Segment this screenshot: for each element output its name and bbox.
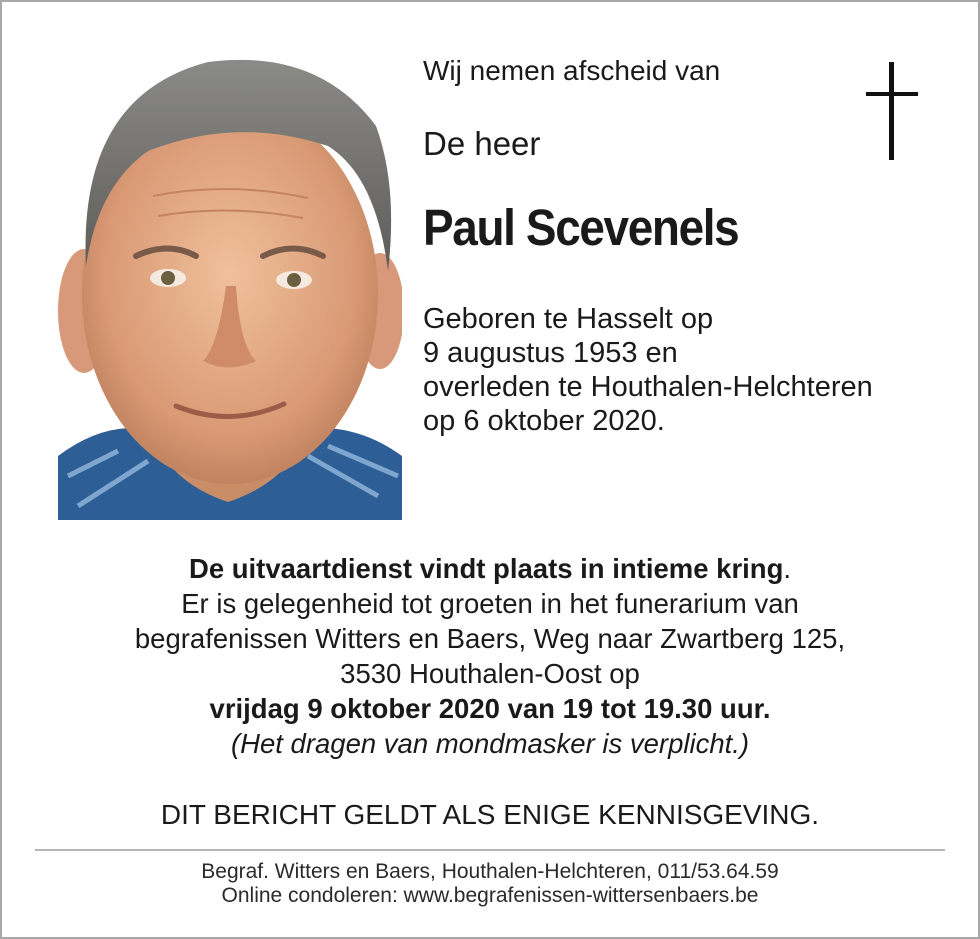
bio-line-birth-place: Geboren te Hasselt op — [423, 303, 714, 335]
sole-notice: DIT BERICHT GELDT ALS ENIGE KENNISGEVING. — [160, 799, 820, 830]
bio-line-death-date: op 6 oktober 2020. — [423, 405, 665, 437]
deceased-name: Paul Scevenels — [423, 199, 739, 256]
service-headline-line — [0, 551, 980, 586]
bio-line-death-place: overleden te Houthalen-Helchteren — [423, 371, 873, 403]
footer — [0, 860, 980, 908]
salutation-text: De heer — [423, 125, 541, 162]
funeral-home-address-line: begrafenissen Witters en Baers, Weg naar Zwartberg 125, — [134, 623, 846, 654]
bio-line-birth-date: 9 augustus 1953 en — [423, 337, 678, 369]
service-headline-period: . — [783, 553, 792, 584]
service-details — [0, 551, 980, 761]
visitation-line: Er is gelegenheid tot groeten in het funerarium van — [181, 588, 799, 619]
footer-contact: Begraf. Witters en Baers, Houthalen-Helchteren, 011/53.64.59 — [201, 860, 779, 883]
mask-note: (Het dragen van mondmasker is verplicht.) — [230, 728, 750, 759]
bio-block — [423, 302, 873, 438]
visitation-time: vrijdag 9 oktober 2020 van 19 tot 19.30 uur. — [209, 693, 771, 724]
service-headline: De uitvaartdienst vindt plaats in intieme kring — [188, 553, 784, 584]
latin-cross-icon — [862, 62, 922, 160]
footer-online-condolence: Online condoleren: www.begrafenissen-wittersenbaers.be — [221, 884, 759, 907]
portrait-photo — [58, 56, 402, 520]
postal-line: 3530 Houthalen-Oost op — [340, 658, 640, 689]
intro-text: Wij nemen afscheid van — [423, 55, 721, 86]
footer-divider — [35, 849, 945, 851]
